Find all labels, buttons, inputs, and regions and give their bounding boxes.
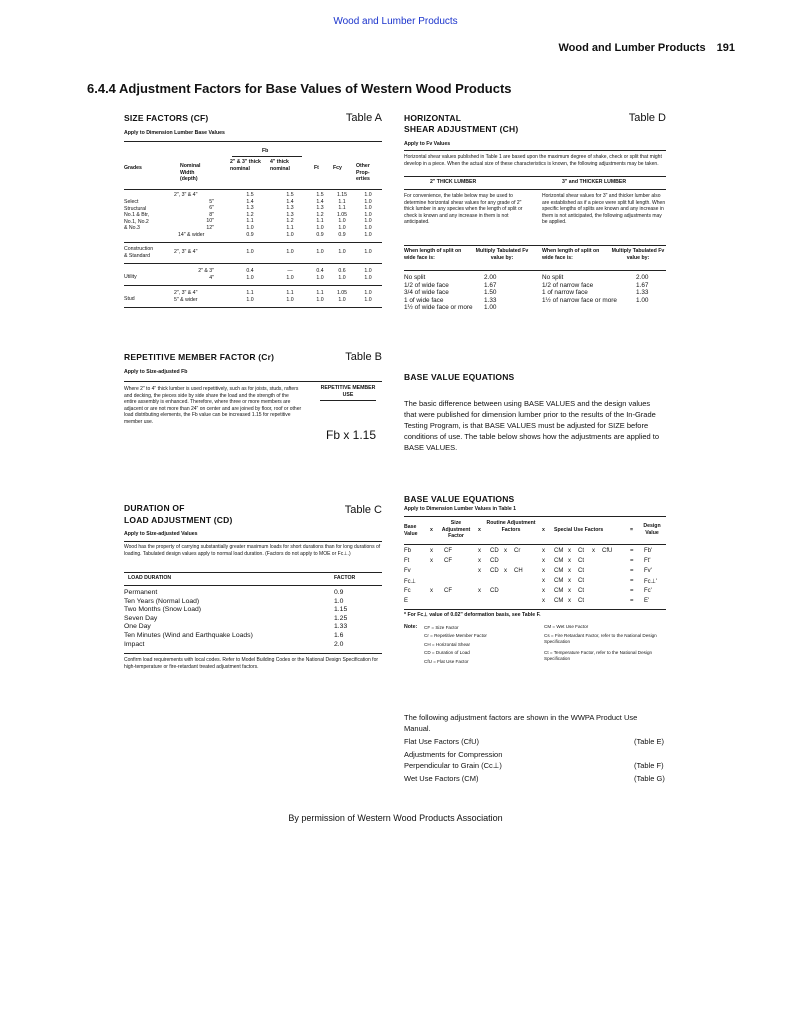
section-title: 6.4.4 Adjustment Factors for Base Values of Western Wood Products: [87, 81, 512, 96]
table-cell: CD: [490, 568, 499, 574]
table-cell: 1.0: [286, 249, 294, 255]
following-factors: [404, 712, 666, 784]
col-grades: Grades: [124, 165, 142, 171]
table-cell: 1.0: [364, 218, 372, 225]
table-cell: 1.5: [286, 192, 294, 198]
table-cell: 1.0: [338, 224, 346, 231]
table-cell: 1.05: [336, 211, 348, 218]
table-cell: 2", 3" & 4": [174, 290, 198, 296]
following-item: [404, 736, 666, 747]
table-cell: 1/2 of wide face: [404, 281, 449, 289]
table-cell: =: [630, 527, 634, 533]
base-value-body: The basic difference between using BASE VALUES and the design values that were published for dimension lumber prior to the results of the In-Grade Testing Program, is that BASE VALUES must be adjusted for SIZE before conditions of use. The table below shows how the adjustments are applied to BASE VALUES.: [404, 399, 660, 452]
group2-label: [124, 246, 153, 259]
table-cell: 1.1: [286, 290, 294, 296]
col-load-duration: LOAD DURATION: [128, 575, 172, 581]
table-cell: 1.15: [336, 192, 348, 198]
table-cell: =: [630, 558, 634, 564]
table-d-title-2: SHEAR ADJUSTMENT (CH): [404, 124, 519, 134]
eq-notes-label: Note:: [404, 624, 418, 630]
table-cell: CF = Size Factor: [424, 625, 459, 630]
table-cell: Ft': [644, 558, 651, 564]
table-cell: 1.0: [246, 274, 254, 281]
table-cell: 1.0: [364, 192, 372, 198]
table-cell: 5" & wider: [174, 296, 198, 303]
table-cell: CM: [554, 558, 564, 564]
table-cell: x: [478, 568, 481, 574]
eq-notes-right: [544, 624, 666, 663]
table-cell: 1.3: [246, 205, 254, 212]
table-cell: x: [542, 568, 545, 574]
table-row: [404, 304, 528, 312]
table-cell: x: [430, 527, 433, 533]
table-cell: x: [542, 548, 545, 554]
table-cell: x: [478, 527, 481, 533]
table-d-col2-header: 3" and THICKER LUMBER: [562, 179, 627, 185]
col-width: Nominal Width (depth): [180, 163, 201, 183]
table-cell: CD: [490, 558, 499, 564]
table-cell: 4": [209, 274, 214, 281]
table-cell: Ten Minutes (Wind and Earthquake Loads): [124, 631, 253, 639]
table-cell: 1.00: [636, 296, 649, 304]
table-cell: x: [568, 578, 571, 584]
table-cell: 0.9: [246, 231, 254, 238]
table-cell: Fc: [404, 588, 411, 594]
table-row: [542, 282, 666, 290]
table-row: [174, 290, 382, 297]
table-b-title: REPETITIVE MEMBER FACTOR (Cr): [124, 352, 275, 362]
table-d-col1-rows: [404, 274, 528, 312]
table-cell: 2.00: [636, 274, 649, 281]
table-cell: Impact: [124, 640, 145, 648]
table-cell: 1.50: [484, 289, 497, 297]
running-header: Wood and Lumber Products: [333, 16, 458, 27]
table-cell: 1.33: [334, 623, 348, 631]
table-row: [174, 297, 382, 304]
table-cell: CD: [490, 588, 499, 594]
col-2-3-thick: 2" & 3" thick nominal: [230, 159, 261, 172]
table-cell: x: [430, 558, 433, 564]
table-cell: 1.0: [286, 296, 294, 303]
table-cell: 1.0: [334, 597, 344, 605]
table-b-col-header: REPETITIVE MEMBER USE: [320, 385, 376, 398]
table-cell: x: [478, 558, 481, 564]
table-cell: Ten Years (Normal Load): [124, 597, 200, 605]
table-a-label: Table A: [345, 112, 382, 124]
table-cell: 1.0: [286, 231, 294, 238]
table-cell: x: [542, 527, 545, 533]
table-cell: 1.0: [286, 274, 294, 281]
table-cell: Fv': [644, 568, 652, 574]
table-cell: 6": [209, 205, 214, 212]
eq-notes-left: [424, 624, 487, 666]
col-other: Other Prop-erties: [356, 163, 370, 183]
table-cell: 1.4: [286, 198, 294, 205]
table-cell: 1½ of wide face or more: [404, 304, 473, 312]
table-cell: Fv: [404, 568, 411, 574]
table-d-col2-body: Horizontal shear values for 3" and thicker lumber also are established as if a piece were split full length. When specific lengths of splits are known and any increase in them is not anticipated, the following adjustments may be applied.: [542, 193, 666, 225]
table-d-subtitle: Apply to Fv Values: [404, 141, 451, 147]
table-cell: 10": [206, 218, 214, 225]
eq-footnote: * For Fc⊥ value of 0.02" deformation basis, see Table F.: [404, 612, 541, 618]
table-b-formula: [326, 428, 376, 442]
table-cell: 1.0: [364, 198, 372, 205]
table-d-label: Table D: [628, 112, 666, 124]
table-cell: CF: [444, 588, 452, 594]
table-cell: x: [478, 588, 481, 594]
table-cell: 1.3: [316, 205, 324, 212]
footer-credit: By permission of Western Wood Products Association: [288, 813, 503, 823]
table-row: [174, 232, 382, 239]
table-cell: 1.1: [316, 218, 324, 225]
table-cell: CM: [554, 568, 564, 574]
table-cell: 0.9: [334, 589, 344, 596]
table-cell: CH = Horizontal Shear: [424, 641, 471, 647]
table-cell: Ct = Temperature Factor, refer to the National Design Specification: [544, 649, 653, 662]
table-cell: 0.4: [316, 268, 324, 274]
page-header: [559, 42, 736, 54]
table-cell: 1.1: [246, 290, 254, 296]
table-cell: Fc⊥': [644, 579, 658, 585]
table-row: [404, 274, 528, 282]
table-cell: 1.1: [316, 290, 324, 296]
table-cell: Fb': [644, 548, 653, 554]
table-row: [174, 218, 382, 225]
table-cell: 1.33: [636, 289, 649, 297]
table-cell: CM: [554, 548, 564, 554]
table-b-label: Table B: [345, 351, 382, 363]
table-c: [124, 503, 382, 723]
table-cell: CF: [444, 548, 452, 554]
table-d: [404, 113, 666, 363]
group1-label: [124, 199, 149, 232]
col-fcy: Fcy: [333, 165, 342, 171]
table-cell: Special Use Factors: [554, 527, 604, 533]
table-row: [124, 598, 382, 607]
table-cell: 1.0: [246, 296, 254, 303]
table-cell: x: [504, 568, 507, 574]
table-cell: CfU: [602, 548, 613, 554]
following-intro: The following adjustment factors are shown in the WWPA Product Use Manual.: [404, 713, 638, 733]
table-cell: —: [287, 268, 293, 274]
table-row: [404, 289, 528, 297]
table-cell: Select: [124, 199, 139, 205]
table-cell: 1.0: [364, 274, 372, 281]
equations-title: BASE VALUE EQUATIONS: [404, 494, 515, 504]
table-row: [174, 249, 382, 256]
table-cell: & No.3: [124, 225, 140, 232]
table-cell: x: [542, 578, 545, 584]
table-cell: x: [568, 558, 571, 564]
table-c-title-2: LOAD ADJUSTMENT (CD): [124, 515, 233, 525]
table-cell: 0.9: [338, 231, 346, 238]
table-cell: 1.2: [286, 218, 294, 225]
table-b-body: Where 2" to 4" thick lumber is used repetitively, such as for joists, studs, rafters and decking, the pieces side by side share the load and the strength of the entire assembly is enhanced. Therefore, where three or more members are adjacent or are not more than 24" on center and are joined by floor, roof or other load distributing elements, the Fb value can be increased 1.15 for repetitive member use.: [124, 386, 302, 425]
page-header-title: Wood and Lumber Products: [558, 42, 706, 54]
table-cell: One Day: [124, 623, 151, 631]
table-cell: 1½ of narrow face or more: [542, 296, 617, 304]
table-cell: Size Adjustment Factor: [441, 520, 471, 540]
table-row: [174, 275, 382, 282]
table-cell: 1/2 of narrow face: [542, 281, 594, 289]
table-d-col1-header: 2" THICK LUMBER: [430, 179, 477, 185]
table-d-col2-th-a: When length of split on wide face is:: [542, 248, 600, 261]
table-cell: Construction: [124, 246, 154, 252]
table-cell: 1.1: [338, 198, 346, 205]
table-cell: 0.9: [316, 231, 324, 238]
table-cell: 1.1: [338, 205, 346, 212]
table-cell: 2.00: [484, 274, 497, 281]
table-cell: 1.0: [364, 249, 372, 255]
table-cell: =: [630, 578, 634, 584]
table-row: [124, 615, 382, 624]
table-cell: CM = Wet Use Factor: [544, 624, 589, 629]
table-cell: CF: [444, 558, 452, 564]
table-cell: x: [478, 548, 481, 554]
table-cell: 1 of wide face: [404, 296, 444, 304]
table-cell: 2" & 3": [198, 268, 214, 274]
table-cell: =: [630, 568, 634, 574]
table-c-label: Table C: [344, 504, 382, 516]
table-cell: 1.0: [316, 224, 324, 231]
table-row: [542, 274, 666, 282]
table-cell: Ct: [578, 548, 584, 554]
table-cell: No.1, No.2: [124, 218, 149, 225]
table-cell: Ct: [578, 588, 584, 594]
table-cell: x: [542, 558, 545, 564]
table-d-col2-th-b: Multiply Tabulated Fv value by:: [611, 248, 665, 261]
table-cell: Fc⊥: [404, 579, 416, 585]
table-cell: 1.1: [286, 224, 294, 231]
table-cell: CM: [554, 598, 564, 604]
table-row: [404, 282, 528, 290]
table-cell: x: [568, 568, 571, 574]
table-c-note: Confirm load requirements with local codes. Refer to Model Building Codes or the National Design Specification for high-temperature or fire-retardant treated adjustment factors.: [124, 657, 379, 670]
table-cell: 1.00: [484, 304, 497, 312]
table-cell: 1.2: [246, 211, 254, 218]
table-cell: 1.0: [338, 296, 346, 303]
table-c-title: DURATION OF: [124, 503, 185, 513]
table-row: [124, 623, 382, 632]
table-cell: CM: [554, 588, 564, 594]
table-d-title: HORIZONTAL: [404, 113, 462, 123]
table-cell: Structural: [124, 205, 147, 212]
table-cell: x: [592, 548, 595, 554]
table-cell: Design Value: [643, 523, 661, 536]
table-cell: x: [430, 588, 433, 594]
table-d-col1-th-a: When length of split on wide face is:: [404, 248, 462, 261]
table-cell: CD = Duration of Load: [424, 650, 470, 656]
table-c-body: Wood has the property of carrying substantially greater maximum loads for short durations than for long durations of loading. Tabulated design values apply to normal load duration. (Factors do not apply to MOE or Fc⊥.): [124, 544, 381, 557]
table-row: [542, 297, 666, 305]
table-row: [174, 205, 382, 212]
table-cell: 8": [209, 211, 214, 218]
table-cell: (Table G): [634, 774, 665, 783]
table-cell: No split: [542, 274, 564, 281]
page-number: 191: [716, 42, 735, 54]
table-cell: Ct: [578, 568, 584, 574]
table-d-col1-th-b: Multiply Tabulated Fv value by:: [475, 248, 529, 261]
table-d-col2-rows: [542, 274, 666, 304]
col-factor: FACTOR: [334, 575, 356, 581]
table-cell: (Table E): [634, 737, 665, 746]
duration-rows: [124, 589, 382, 649]
group2-rows: [174, 249, 382, 256]
table-cell: 1.0: [364, 231, 372, 238]
table-cell: Two Months (Snow Load): [124, 606, 202, 614]
table-cell: x: [430, 548, 433, 554]
table-row: [174, 192, 382, 199]
table-cell: Wet Use Factors (CM): [404, 774, 479, 783]
col-ft: Ft: [314, 165, 319, 171]
table-cell: 1.5: [316, 192, 324, 198]
following-item: [404, 749, 666, 771]
table-cell: 1.33: [484, 296, 497, 304]
table-cell: 1.1: [246, 218, 254, 225]
table-cell: 5": [209, 198, 214, 205]
table-cell: Flat Use Factors (CfU): [404, 737, 480, 746]
table-d-col1-body: For convenience, the table below may be used to determine horizontal shear values for any grade of 2" thick lumber in any species when the length of split or check is known and any increase in them is not anticipated.: [404, 193, 523, 225]
table-cell: 1.0: [364, 290, 372, 296]
table-cell: Cr: [514, 548, 521, 554]
table-cell: Permanent: [124, 589, 158, 596]
table-d-body: Horizontal shear values published in Table 1 are based upon the maximum degree of shake, check or split that might develop in a piece. When the actual size of these characteristics is known, the following adjustments may be taken.: [404, 154, 662, 167]
table-cell: 14" & wider: [178, 231, 205, 238]
table-c-subtitle: Apply to Size-adjusted Values: [124, 531, 198, 537]
table-cell: 1.0: [364, 268, 372, 274]
table-cell: =: [630, 588, 634, 594]
table-cell: 2.0: [334, 640, 344, 648]
group4-label: Stud: [124, 296, 135, 302]
table-cell: 1.0: [246, 249, 254, 255]
table-row: [124, 641, 382, 650]
table-cell: 1.4: [246, 198, 254, 205]
table-cell: 1.25: [334, 614, 348, 622]
table-cell: Seven Day: [124, 614, 158, 622]
table-cell: 2", 3" & 4": [174, 249, 198, 255]
table-cell: 1.05: [336, 290, 348, 296]
table-cell: Ct: [578, 558, 584, 564]
table-cell: =: [630, 548, 634, 554]
table-cell: 1.0: [364, 296, 372, 303]
table-cell: No split: [404, 274, 426, 281]
table-cell: Ct: [578, 578, 584, 584]
table-cell: =: [630, 598, 634, 604]
table-b-subtitle: Apply to Size-adjusted Fb: [124, 369, 188, 375]
table-cell: 1.0: [364, 211, 372, 218]
equations-table: [404, 494, 666, 704]
table-b: [124, 352, 382, 482]
table-cell: 1.2: [316, 211, 324, 218]
table-cell: 1.0: [364, 205, 372, 212]
group4-rows: [174, 290, 382, 303]
table-cell: Fb x 1.15: [326, 428, 377, 442]
table-row: [124, 632, 382, 641]
table-cell: 1.0: [338, 249, 346, 255]
table-cell: 1.5: [246, 192, 254, 198]
table-cell: Cr = Repetitive Member Factor: [424, 633, 487, 639]
table-cell: E: [404, 598, 409, 604]
table-cell: x: [568, 588, 571, 594]
table-cell: x: [568, 598, 571, 604]
table-cell: Cs = Fire Retardant Factor, refer to the National Design Specification: [544, 632, 657, 645]
table-cell: 1.0: [338, 274, 346, 281]
table-cell: 1.0: [338, 218, 346, 225]
table-cell: Routine Adjustment Factors: [486, 520, 536, 533]
table-cell: Adjustments for Compression Perpendicular to Grain (Cc⊥): [404, 750, 503, 770]
table-cell: x: [542, 598, 545, 604]
table-cell: x: [504, 548, 507, 554]
table-cell: & Standard: [124, 252, 150, 259]
table-cell: No.1 & Btr,: [124, 212, 150, 219]
table-cell: Ct: [578, 598, 584, 604]
table-row: [124, 589, 382, 598]
table-cell: 1.15: [334, 606, 348, 614]
table-cell: 1.0: [316, 249, 324, 255]
table-cell: 3/4 of wide face: [404, 289, 449, 297]
following-item: [404, 773, 666, 784]
table-cell: 0.4: [246, 268, 254, 274]
table-cell: (Table F): [634, 761, 664, 770]
table-cell: 1 of narrow face: [542, 289, 588, 297]
table-cell: x: [542, 588, 545, 594]
table-cell: 1.67: [636, 281, 649, 289]
table-cell: CH: [514, 568, 523, 574]
table-cell: 1.6: [334, 631, 344, 639]
col-4-thick: 4" thick nominal: [270, 159, 290, 172]
table-row: [542, 289, 666, 297]
equations-subtitle: Apply to Dimension Lumber Values in Table 1: [404, 506, 517, 512]
table-row: [124, 606, 382, 615]
group3-rows: [174, 268, 382, 281]
table-cell: CM: [554, 578, 564, 584]
table-cell: CfU = Flat Use Factor: [424, 658, 469, 664]
table-cell: 0.6: [338, 268, 346, 274]
table-cell: 12": [206, 224, 214, 231]
table-a-title: SIZE FACTORS (CF): [124, 113, 209, 123]
group3-label: Utility: [124, 274, 137, 280]
table-cell: 1.3: [286, 211, 294, 218]
table-cell: 1.3: [286, 205, 294, 212]
table-row: [174, 199, 382, 206]
group1-rows: [174, 192, 382, 238]
table-cell: 1.0: [316, 274, 324, 281]
table-a: [124, 113, 382, 343]
table-cell: 1.67: [484, 281, 497, 289]
table-cell: 1.0: [246, 224, 254, 231]
table-cell: 1.0: [316, 296, 324, 303]
table-row: [174, 225, 382, 232]
table-cell: Fc': [644, 588, 652, 594]
base-value-title: BASE VALUE EQUATIONS: [404, 372, 515, 382]
table-row: [174, 268, 382, 275]
table-cell: x: [568, 548, 571, 554]
table-cell: 1.0: [364, 224, 372, 231]
table-cell: Fb: [404, 548, 412, 554]
table-cell: CD: [490, 548, 499, 554]
table-cell: 1.4: [316, 198, 324, 205]
table-cell: 2", 3" & 4": [174, 192, 198, 198]
fb-header: Fb: [262, 148, 269, 154]
table-a-subtitle: Apply to Dimension Lumber Base Values: [124, 130, 225, 136]
table-cell: Base Value: [404, 524, 418, 537]
table-cell: E': [644, 598, 650, 604]
table-row: [174, 212, 382, 219]
table-cell: Ft: [404, 558, 410, 564]
